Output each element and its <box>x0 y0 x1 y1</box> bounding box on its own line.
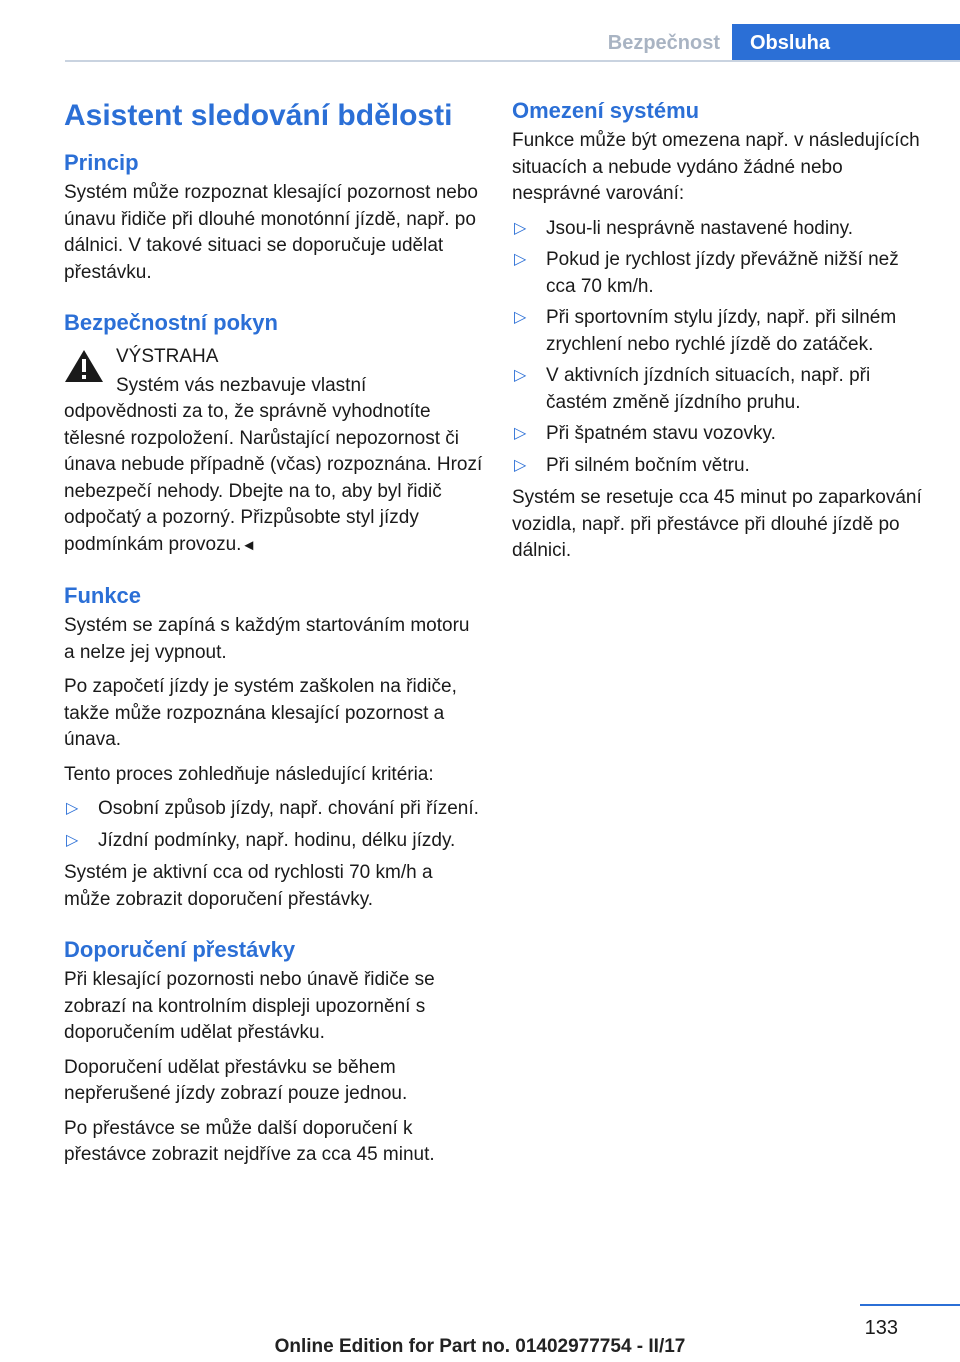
bullet-triangle-icon: ▷ <box>514 425 527 442</box>
function-paragraph-4: Systém je aktivní cca od rychlosti 70 km/h a může zobrazit doporučení přestávky. <box>64 862 433 910</box>
warning-text-body: Systém vás nezbavuje vlastní odpovědnosti za to, že správně vyhodnotíte tělesné rozpoložení. Narůstající nepozornost či únava nebude případně (včas) rozpoznána. Hrozí nebezpečí nehody. Dbejte na to, aby byl řidič odpočatý a pozorný. Přizpůsobte styl jízdy podmínkám provozu. <box>64 374 483 555</box>
bullet-triangle-icon: ▷ <box>66 831 79 849</box>
page-header <box>65 24 960 62</box>
bullet-triangle-icon: ▷ <box>514 367 527 384</box>
limits-intro: Funkce může být omezena např. v následujících situacích a nebude vydáno žádné nebo nesprávné varování: <box>512 130 920 204</box>
bullet-triangle-icon: ▷ <box>66 800 79 817</box>
list-item-text: Jsou-li nesprávně nastavené hodiny. <box>546 217 854 239</box>
limits-heading: Omezení systému <box>512 98 700 123</box>
bullet-triangle-icon: ▷ <box>514 309 527 326</box>
function-paragraph-1: Systém se zapíná s každým startováním motoru a nelze jej vypnout. <box>64 615 470 663</box>
list-item <box>512 453 932 480</box>
break-paragraph-2: Doporučení udělat přestávku se během nepřerušené jízdy zobrazí pouze jednou. <box>64 1056 408 1104</box>
list-item-text: Při silném bočním větru. <box>546 454 750 476</box>
principle-text: Systém může rozpoznat klesající pozornost nebo únavu řidiče při dlouhé monotónní jízdě, např. po dálnici. V takové situaci se doporučuje udělat přestávku. <box>64 182 478 283</box>
limits-list <box>512 216 932 480</box>
page-title: Asistent sledování bdělosti <box>64 99 453 132</box>
criteria-list <box>64 796 484 854</box>
bullet-triangle-icon: ▷ <box>514 219 527 237</box>
warning-triangle-icon <box>64 348 104 384</box>
warning-text <box>64 373 484 560</box>
list-item <box>512 421 932 448</box>
page-number: 133 <box>864 1317 898 1339</box>
list-item <box>512 247 932 300</box>
principle-heading: Princip <box>64 150 139 175</box>
list-item-text: Při sportovním stylu jízdy, např. při silném zrychlení nebo rychlé jízdě do zatáček. <box>546 307 897 355</box>
list-item-text: Jízdní podmínky, např. hodinu, délku jízdy. <box>98 829 456 851</box>
footer-edition: Online Edition for Part no. 01402977754 - II/17 <box>274 1336 686 1357</box>
break-paragraph-1: Při klesající pozornosti nebo únavě řidiče se zobrazí na kontrolním displeji upozornění s doporučením udělat přestávku. <box>64 969 435 1043</box>
list-item <box>64 828 484 855</box>
safety-heading: Bezpečnostní pokyn <box>64 310 278 335</box>
list-item-text: Při špatném stavu vozovky. <box>546 423 776 444</box>
section-tab-operation[interactable]: Obsluha <box>732 24 960 62</box>
list-item-text: Osobní způsob jízdy, např. chování při řízení. <box>98 798 479 819</box>
break-paragraph-3: Po přestávce se může další doporučení k přestávce zobrazit nejdříve za cca 45 minut. <box>64 1117 435 1165</box>
function-heading: Funkce <box>64 583 142 608</box>
list-item <box>512 216 932 243</box>
bullet-triangle-icon: ▷ <box>514 251 527 268</box>
right-column <box>512 96 932 573</box>
warning-title: VÝSTRAHA <box>116 346 219 367</box>
left-column <box>64 96 484 1177</box>
warning-block <box>64 344 484 559</box>
limits-outro: Systém se resetuje cca 45 minut po zaparkování vozidla, např. při přestávce při dlouhé jízdě po dálnici. <box>512 487 922 561</box>
list-item-text: Pokud je rychlost jízdy převážně nižší než cca 70 km/h. <box>546 249 899 297</box>
function-paragraph-3: Tento proces zohledňuje následující kritéria: <box>64 763 434 785</box>
list-item <box>64 796 484 823</box>
break-heading: Doporučení přestávky <box>64 937 296 962</box>
list-item <box>512 363 932 416</box>
section-tab-safety[interactable]: Bezpečnost <box>607 32 720 54</box>
function-paragraph-2: Po započetí jízdy je systém zaškolen na řidiče, takže může rozpoznána klesající pozornost a únava. <box>64 676 457 750</box>
end-mark: ◄ <box>241 536 257 554</box>
bullet-triangle-icon: ▷ <box>514 456 527 474</box>
page-number-rule <box>860 1304 960 1306</box>
list-item-text: V aktivních jízdních situacích, např. při častém změně jízdního pruhu. <box>546 365 871 413</box>
header-divider <box>65 60 960 62</box>
list-item <box>512 305 932 358</box>
